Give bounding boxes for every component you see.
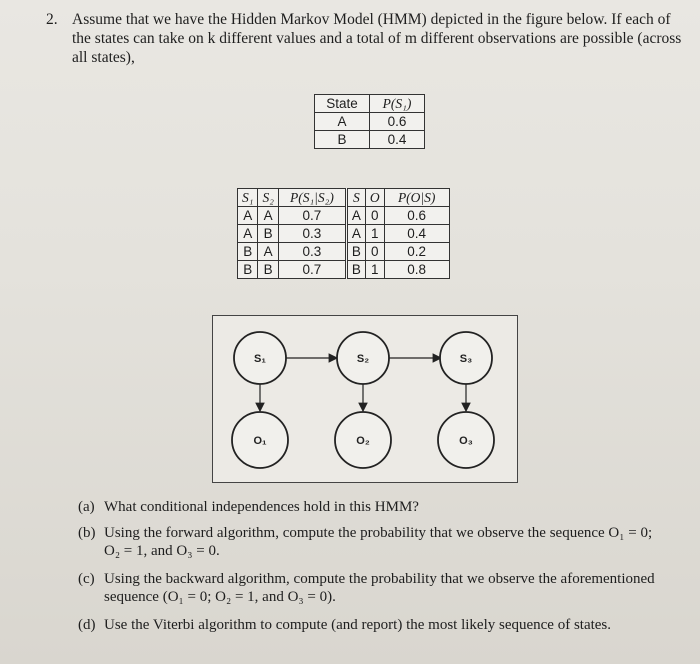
obs-label: O₁ (253, 435, 267, 447)
emit-header: S (346, 189, 365, 207)
trans-header: S₂ (258, 189, 278, 207)
emit-cell: 0.6 (384, 207, 449, 225)
problem-intro: Assume that we have the Hidden Markov Model (HMM) depicted in the figure below. If each of the states can take on k different values and a total of m different observations are possible (across all states), (72, 11, 682, 66)
emit-header: O (365, 189, 384, 207)
question-d (78, 616, 658, 634)
question-label: (b) (78, 525, 96, 541)
state-label: S₂ (356, 353, 370, 365)
problem-statement (46, 10, 686, 67)
question-text: Using the forward algorithm, compute the probability that we observe the sequence O₁ = 0; O₂ = 1, and O₃ = 0. (104, 525, 653, 559)
trans-cell: B (258, 225, 278, 243)
obs-label: O₃ (459, 435, 473, 447)
obs-label: O₂ (356, 435, 370, 447)
trans-cell: 0.7 (278, 207, 346, 225)
emit-cell: A (346, 207, 365, 225)
emit-cell: 1 (365, 261, 384, 279)
prior-header-p: P(S₁) (370, 95, 425, 113)
trans-cell: B (238, 261, 258, 279)
emit-cell: A (346, 225, 365, 243)
prior-cell: B (315, 131, 370, 149)
prior-cell: 0.4 (370, 131, 425, 149)
trans-cell: A (238, 225, 258, 243)
question-c (78, 570, 658, 606)
emit-cell: 0.4 (384, 225, 449, 243)
trans-cell: A (238, 207, 258, 225)
problem-number: 2. (46, 11, 58, 28)
hmm-diagram (212, 315, 518, 483)
question-label: (a) (78, 499, 95, 515)
emit-cell: 0.8 (384, 261, 449, 279)
emit-cell: B (346, 261, 365, 279)
trans-header: P(S₁|S₂) (278, 189, 346, 207)
prior-cell: 0.6 (370, 113, 425, 131)
trans-cell: B (238, 243, 258, 261)
emit-header: P(O|S) (384, 189, 449, 207)
question-text: Using the backward algorithm, compute the probability that we observe the aforementioned sequence (O₁ = 0; O₂ = 1, and O₃ = 0). (104, 571, 655, 605)
question-text: What conditional independences hold in this HMM? (104, 499, 419, 515)
emit-cell: 0 (365, 243, 384, 261)
trans-cell: 0.3 (278, 225, 346, 243)
question-label: (c) (78, 571, 95, 587)
trans-header: S₁ (238, 189, 258, 207)
emit-cell: B (346, 243, 365, 261)
prior-cell: A (315, 113, 370, 131)
question-b (78, 524, 658, 560)
prior-header-state: State (315, 95, 370, 113)
question-text: Use the Viterbi algorithm to compute (and report) the most likely sequence of states. (104, 617, 612, 633)
question-a (78, 498, 658, 516)
emit-cell: 0.2 (384, 243, 449, 261)
trans-cell: A (258, 207, 278, 225)
state-label: S₁ (254, 353, 266, 365)
transition-emission-table (237, 188, 450, 279)
question-label: (d) (78, 617, 96, 633)
trans-cell: 0.3 (278, 243, 346, 261)
emit-cell: 1 (365, 225, 384, 243)
trans-cell: 0.7 (278, 261, 346, 279)
trans-cell: A (258, 243, 278, 261)
trans-cell: B (258, 261, 278, 279)
hmm-graph (213, 316, 517, 482)
prior-probability-table (314, 94, 425, 149)
emit-cell: 0 (365, 207, 384, 225)
state-label: S₃ (459, 353, 473, 365)
